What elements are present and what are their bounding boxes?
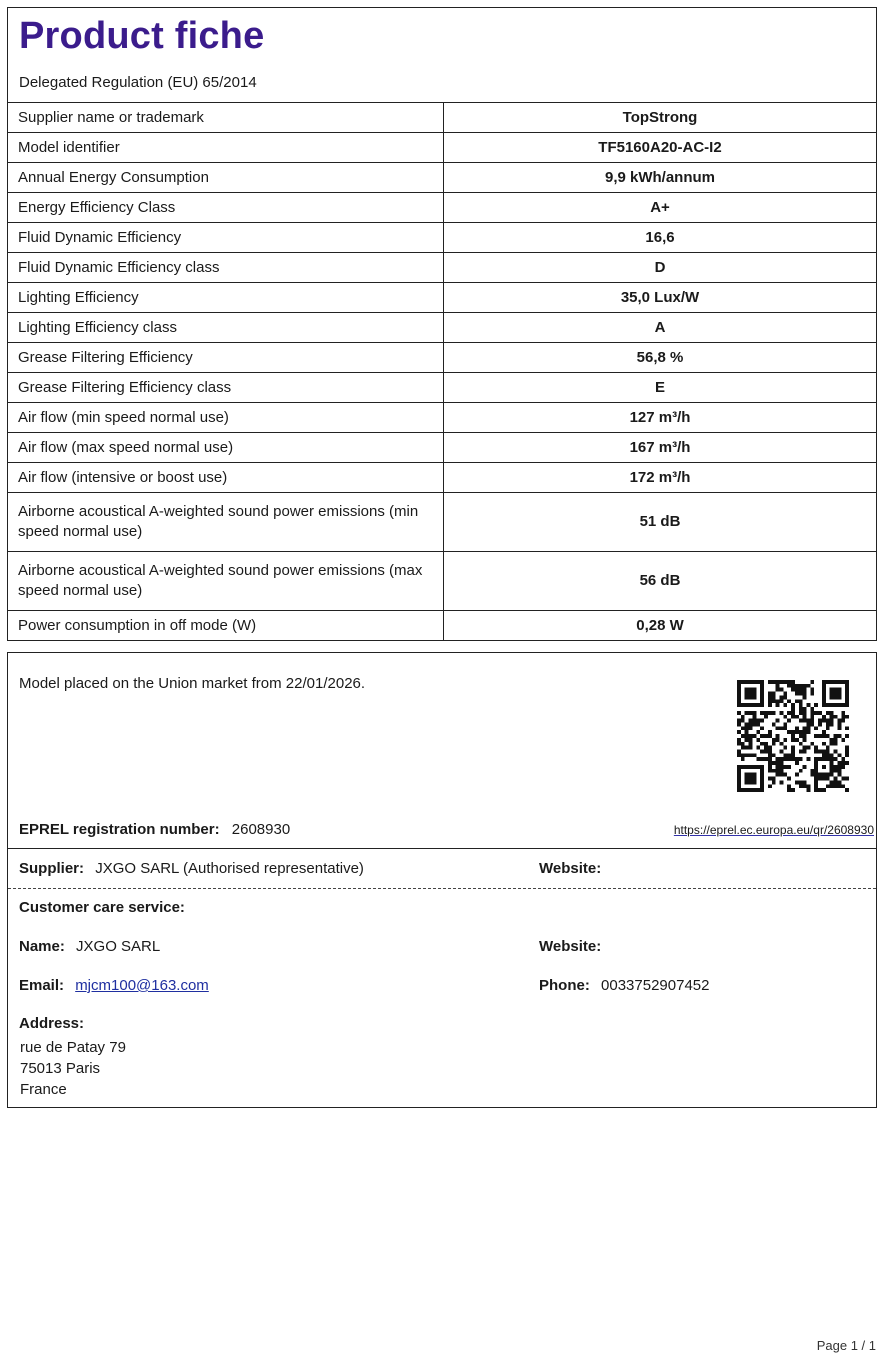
table-row: [8, 373, 877, 403]
supplier-row: [19, 860, 364, 877]
website-label: Website:: [539, 860, 602, 877]
spec-label: Lighting Efficiency: [8, 283, 444, 313]
table-row: [8, 343, 877, 373]
spec-label: Air flow (max speed normal use): [8, 433, 444, 463]
spec-label: Airborne acoustical A-weighted sound power emissions (min speed normal use): [8, 493, 444, 552]
table-row: [8, 283, 877, 313]
spec-label: Energy Efficiency Class: [8, 193, 444, 223]
eprel-row: [19, 821, 290, 838]
spec-value: 172 m³/h: [444, 463, 877, 493]
spec-value: TopStrong: [444, 103, 877, 133]
header-box: [7, 7, 877, 103]
page-title: Product fiche: [19, 15, 265, 57]
address-line: 75013 Paris: [20, 1060, 101, 1077]
spec-value: 9,9 kWh/annum: [444, 163, 877, 193]
phone-label: Phone:: [539, 977, 590, 994]
spec-label: Airborne acoustical A-weighted sound power emissions (max speed normal use): [8, 552, 444, 611]
table-row: [8, 611, 877, 641]
phone-row: [539, 977, 709, 994]
table-row: [8, 133, 877, 163]
spec-value: 56 dB: [444, 552, 877, 611]
spec-value: 56,8 %: [444, 343, 877, 373]
spec-table: [7, 102, 877, 641]
email-label: Email:: [19, 977, 65, 994]
spec-value: 127 m³/h: [444, 403, 877, 433]
spec-label: Fluid Dynamic Efficiency: [8, 223, 444, 253]
spec-label: Grease Filtering Efficiency class: [8, 373, 444, 403]
regulation-text: Delegated Regulation (EU) 65/2014: [19, 74, 257, 91]
table-row: [8, 193, 877, 223]
table-row: [8, 552, 877, 611]
qr-code-icon[interactable]: [737, 680, 849, 792]
supplier-label: Supplier:: [19, 860, 85, 877]
spec-value: D: [444, 253, 877, 283]
dashed-divider: [8, 888, 876, 889]
table-row: [8, 493, 877, 552]
website2-label: Website:: [539, 938, 602, 955]
spec-value: TF5160A20-AC-I2: [444, 133, 877, 163]
spec-value: A+: [444, 193, 877, 223]
table-row: [8, 223, 877, 253]
spec-label: Air flow (intensive or boost use): [8, 463, 444, 493]
table-row: [8, 433, 877, 463]
spec-label: Annual Energy Consumption: [8, 163, 444, 193]
customer-care-label: Customer care service:: [19, 899, 185, 916]
table-row: [8, 463, 877, 493]
supplier-value: JXGO SARL (Authorised representative): [95, 860, 364, 877]
name-label: Name:: [19, 938, 65, 955]
page-number: Page 1 / 1: [816, 1338, 876, 1353]
spec-value: 0,28 W: [444, 611, 877, 641]
phone-value: 0033752907452: [601, 977, 710, 994]
spec-label: Lighting Efficiency class: [8, 313, 444, 343]
email-link[interactable]: mjcm100@163.com: [75, 977, 209, 994]
eprel-link[interactable]: https://eprel.ec.europa.eu/qr/2608930: [673, 823, 874, 837]
spec-label: Model identifier: [8, 133, 444, 163]
table-row: [8, 103, 877, 133]
spec-label: Power consumption in off mode (W): [8, 611, 444, 641]
eprel-label: EPREL registration number:: [19, 821, 220, 838]
market-text: Model placed on the Union market from 22/01/2026.: [19, 675, 366, 692]
spec-label: Supplier name or trademark: [8, 103, 444, 133]
spec-label: Fluid Dynamic Efficiency class: [8, 253, 444, 283]
name-row: [19, 938, 160, 955]
address-block: [20, 1037, 126, 1100]
table-row: [8, 403, 877, 433]
address-line: France: [20, 1081, 67, 1098]
email-row: [19, 977, 209, 994]
spec-label: Air flow (min speed normal use): [8, 403, 444, 433]
divider: [8, 848, 876, 849]
info-box: [7, 652, 877, 1108]
spec-value: A: [444, 313, 877, 343]
name-value: JXGO SARL: [76, 938, 161, 955]
address-label: Address:: [19, 1015, 85, 1032]
table-row: [8, 163, 877, 193]
address-line: rue de Patay 79: [20, 1039, 126, 1056]
spec-value: E: [444, 373, 877, 403]
spec-value: 16,6: [444, 223, 877, 253]
table-row: [8, 253, 877, 283]
table-row: [8, 313, 877, 343]
spec-value: 51 dB: [444, 493, 877, 552]
eprel-number: 2608930: [231, 821, 291, 838]
spec-label: Grease Filtering Efficiency: [8, 343, 444, 373]
spec-value: 35,0 Lux/W: [444, 283, 877, 313]
spec-value: 167 m³/h: [444, 433, 877, 463]
